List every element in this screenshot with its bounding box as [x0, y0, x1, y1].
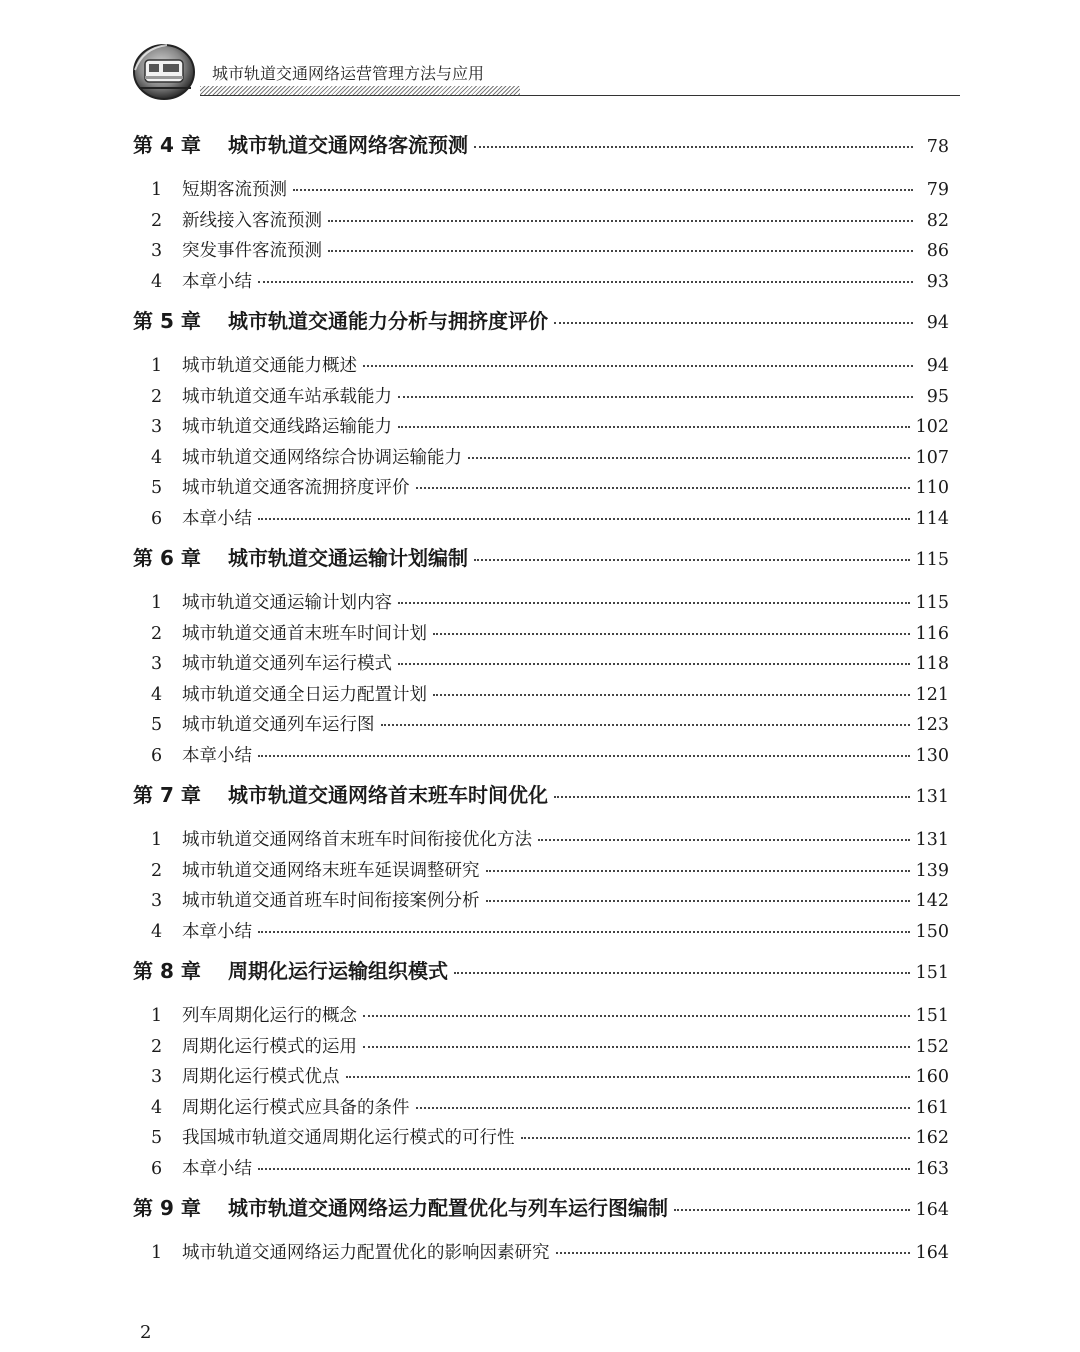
section-title: 本章小结: [182, 921, 252, 942]
section-title: 短期客流预测: [182, 180, 287, 200]
toc-section-entry: [133, 236, 949, 267]
dot-leader: [258, 518, 910, 520]
section-title: 城市轨道交通线路运输能力: [182, 417, 392, 437]
page-ref: 121: [915, 684, 949, 705]
section-number: 6: [151, 508, 163, 529]
section-number: 4: [151, 1097, 163, 1118]
section-number: 6: [151, 745, 163, 766]
page-ref: 95: [926, 386, 949, 407]
section-title: 城市轨道交通首末班车时间计划: [182, 623, 427, 644]
section-number: 6: [151, 1158, 163, 1179]
section-number: 1: [151, 356, 163, 376]
dot-leader: [474, 146, 913, 148]
section-number: 5: [151, 1128, 163, 1148]
section-number: 2: [151, 1036, 163, 1057]
dot-leader: [363, 1015, 910, 1017]
section-title: 新线接入客流预测: [182, 210, 322, 231]
dot-leader: [398, 602, 910, 604]
toc-section-entry: [133, 473, 949, 504]
toc-section-entry: [133, 886, 949, 917]
dot-leader: [398, 426, 910, 428]
section-title: 城市轨道交通首班车时间衔接案例分析: [182, 891, 480, 911]
dot-leader: [258, 1168, 910, 1170]
dot-leader: [468, 457, 910, 459]
chapter-number: 第 8 章: [133, 959, 201, 983]
chapter-number: 第 4 章: [133, 133, 201, 157]
table-of-contents: [133, 130, 949, 1269]
section-title: 城市轨道交通网络首末班车时间衔接优化方法: [182, 830, 532, 850]
dot-leader: [486, 870, 910, 872]
page-ref: 94: [926, 313, 949, 333]
dot-leader: [258, 281, 913, 283]
section-number: 2: [151, 623, 163, 644]
toc-chapter-entry: [133, 306, 949, 336]
section-title: 周期化运行模式的运用: [182, 1036, 357, 1057]
section-title: 城市轨道交通能力概述: [182, 356, 357, 376]
dot-leader: [398, 663, 910, 665]
toc-section-entry: [133, 1093, 949, 1124]
dot-leader: [674, 1209, 910, 1211]
toc-section-entry: [133, 619, 949, 650]
chapter-title: 城市轨道交通能力分析与拥挤度评价: [228, 309, 548, 333]
section-number: 1: [151, 180, 163, 200]
dot-leader: [363, 365, 913, 367]
page-ref: 114: [915, 508, 949, 529]
section-title: 本章小结: [182, 508, 252, 529]
dot-leader: [433, 633, 910, 635]
chapter-number: 第 9 章: [133, 1196, 201, 1220]
toc-section-entry: [133, 267, 949, 298]
section-title: 突发事件客流预测: [182, 241, 322, 261]
toc-section-entry: [133, 1238, 949, 1269]
dot-leader: [346, 1076, 910, 1078]
chapter-title: 城市轨道交通网络运力配置优化与列车运行图编制: [228, 1196, 668, 1220]
toc-section-entry: [133, 856, 949, 887]
dot-leader: [328, 220, 913, 222]
dot-leader: [328, 250, 913, 252]
toc-chapter-entry: [133, 130, 949, 160]
dot-leader: [474, 559, 910, 561]
page-ref: 110: [915, 478, 949, 498]
page-ref: 102: [915, 417, 949, 437]
toc-chapter-entry: [133, 956, 949, 986]
section-title: 本章小结: [182, 745, 252, 766]
toc-chapter-entry: [133, 1193, 949, 1223]
section-number: 3: [151, 891, 163, 911]
section-number: 1: [151, 593, 163, 613]
page-ref: 150: [915, 921, 949, 942]
section-number: 3: [151, 654, 163, 674]
toc-section-entry: [133, 1001, 949, 1032]
dot-leader: [398, 396, 913, 398]
section-title: 周期化运行模式应具备的条件: [182, 1097, 410, 1118]
chapter-number: 第 7 章: [133, 783, 201, 807]
page-ref: 94: [926, 356, 949, 376]
chapter-title: 城市轨道交通网络客流预测: [228, 133, 468, 157]
toc-section-entry: [133, 917, 949, 948]
section-number: 1: [151, 1243, 163, 1263]
section-title: 本章小结: [182, 271, 252, 292]
page-number: 2: [140, 1322, 152, 1343]
toc-section-entry: [133, 206, 949, 237]
section-number: 3: [151, 241, 163, 261]
section-title: 城市轨道交通网络运力配置优化的影响因素研究: [182, 1243, 550, 1263]
section-number: 3: [151, 417, 163, 437]
section-title: 周期化运行模式优点: [182, 1067, 340, 1087]
toc-section-entry: [133, 412, 949, 443]
dot-leader: [554, 796, 910, 798]
page-ref: 151: [915, 963, 949, 983]
page-ref: 151: [915, 1006, 949, 1026]
toc-section-entry: [133, 351, 949, 382]
page-ref: 142: [915, 891, 949, 911]
dot-leader: [486, 900, 910, 902]
toc-section-entry: [133, 649, 949, 680]
section-number: 4: [151, 447, 163, 468]
toc-section-entry: [133, 680, 949, 711]
section-title: 城市轨道交通车站承载能力: [182, 386, 392, 407]
section-title: 城市轨道交通运输计划内容: [182, 593, 392, 613]
chapter-title: 周期化运行运输组织模式: [228, 959, 448, 983]
dot-leader: [556, 1252, 910, 1254]
page-ref: 93: [926, 271, 949, 292]
section-title: 本章小结: [182, 1158, 252, 1179]
page-ref: 115: [915, 550, 949, 570]
section-number: 1: [151, 1006, 163, 1026]
section-number: 5: [151, 715, 163, 735]
toc-section-entry: [133, 504, 949, 535]
section-number: 1: [151, 830, 163, 850]
toc-section-entry: [133, 588, 949, 619]
page-ref: 115: [915, 593, 949, 613]
section-title: 我国城市轨道交通周期化运行模式的可行性: [182, 1128, 515, 1148]
toc-section-entry: [133, 443, 949, 474]
page-ref: 164: [915, 1200, 949, 1220]
dot-leader: [258, 931, 910, 933]
page-ref: 86: [926, 241, 949, 261]
dot-leader: [258, 755, 910, 757]
dot-leader: [521, 1137, 910, 1139]
section-number: 4: [151, 921, 163, 942]
page-ref: 152: [915, 1036, 949, 1057]
page-ref: 139: [915, 860, 949, 881]
dot-leader: [554, 322, 913, 324]
page-ref: 79: [926, 180, 949, 200]
toc-section-entry: [133, 1123, 949, 1154]
header-hatch-decoration: [200, 86, 520, 95]
section-title: 城市轨道交通列车运行模式: [182, 654, 392, 674]
page-ref: 118: [915, 654, 949, 674]
section-number: 2: [151, 386, 163, 407]
section-title: 城市轨道交通列车运行图: [182, 715, 375, 735]
dot-leader: [433, 694, 910, 696]
section-number: 3: [151, 1067, 163, 1087]
section-title: 列车周期化运行的概念: [182, 1006, 357, 1026]
page-ref: 131: [915, 787, 949, 807]
toc-section-entry: [133, 1062, 949, 1093]
page-ref: 162: [915, 1128, 949, 1148]
toc-section-entry: [133, 741, 949, 772]
dot-leader: [538, 839, 910, 841]
toc-section-entry: [133, 710, 949, 741]
section-number: 2: [151, 860, 163, 881]
header-rule: [200, 95, 960, 96]
toc-chapter-entry: [133, 543, 949, 573]
page-ref: 161: [915, 1097, 949, 1118]
dot-leader: [416, 1107, 910, 1109]
section-title: 城市轨道交通网络末班车延误调整研究: [182, 860, 480, 881]
train-photo-logo-icon: [133, 40, 199, 100]
chapter-number: 第 5 章: [133, 309, 201, 333]
page-ref: 160: [915, 1067, 949, 1087]
section-title: 城市轨道交通网络综合协调运输能力: [182, 447, 462, 468]
chapter-title: 城市轨道交通运输计划编制: [228, 546, 468, 570]
toc-chapter-entry: [133, 780, 949, 810]
page-ref: 131: [915, 830, 949, 850]
page-ref: 82: [926, 210, 949, 231]
dot-leader: [381, 724, 910, 726]
section-title: 城市轨道交通全日运力配置计划: [182, 684, 427, 705]
toc-section-entry: [133, 1032, 949, 1063]
section-number: 2: [151, 210, 163, 231]
toc-section-entry: [133, 382, 949, 413]
page-ref: 78: [926, 137, 949, 157]
page-ref: 116: [915, 623, 949, 644]
dot-leader: [363, 1046, 910, 1048]
dot-leader: [293, 189, 913, 191]
page-ref: 163: [915, 1158, 949, 1179]
page-ref: 107: [915, 447, 949, 468]
page-ref: 164: [915, 1243, 949, 1263]
dot-leader: [454, 972, 910, 974]
toc-section-entry: [133, 825, 949, 856]
section-number: 4: [151, 271, 163, 292]
chapter-title: 城市轨道交通网络首末班车时间优化: [228, 783, 548, 807]
section-title: 城市轨道交通客流拥挤度评价: [182, 478, 410, 498]
section-number: 5: [151, 478, 163, 498]
toc-section-entry: [133, 1154, 949, 1185]
chapter-number: 第 6 章: [133, 546, 201, 570]
page-ref: 123: [915, 715, 949, 735]
section-number: 4: [151, 684, 163, 705]
page-ref: 130: [915, 745, 949, 766]
dot-leader: [416, 487, 910, 489]
book-title: 城市轨道交通网络运营管理方法与应用: [212, 64, 485, 83]
toc-section-entry: [133, 175, 949, 206]
